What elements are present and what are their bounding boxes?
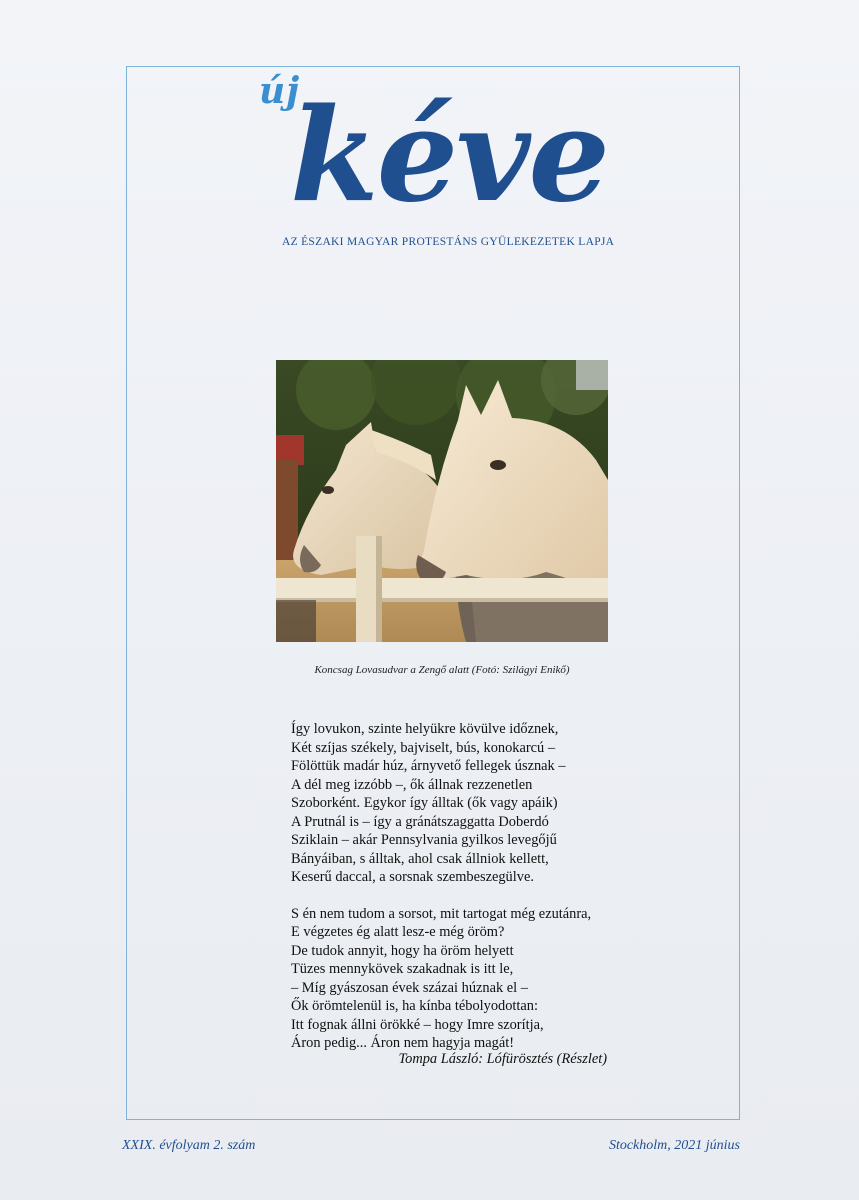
poem-line: Két szíjas székely, bajviselt, bús, konokarcú – [291, 739, 556, 756]
poem-line: Bányáiban, s álltak, ahol csak állniok kellett, [291, 850, 549, 867]
poem-line: Fölöttük madár húz, árnyvető fellegek úsznak – [291, 758, 566, 774]
masthead-title: kéve [290, 81, 608, 231]
poem-line: Áron pedig... Áron nem hagyja magát! [291, 1035, 514, 1051]
poem-line: A dél meg izzóbb –, ők állnak rezzenetlen [291, 776, 533, 793]
place-and-date: Stockholm, 2021 június [608, 1138, 740, 1153]
poem-line: Tüzes mennykövek szakadnak is itt le, [291, 961, 514, 977]
poem-line: A Prutnál is – így a gránátszaggatta Doberdó [291, 813, 549, 830]
poem [291, 720, 621, 1053]
photo-caption: Koncsag Lovasudvar a Zengő alatt (Fotó: Szilágyi Enikő) [314, 664, 570, 676]
poem-line: Sziklain – akár Pennsylvania gyilkos levegőjű [291, 832, 557, 848]
poem-attribution: Tompa László: Lófürösztés (Részlet) [398, 1051, 607, 1067]
stanza-break [291, 887, 621, 905]
poem-line: De tudok annyit, hogy ha öröm helyett [291, 942, 514, 959]
cover-photo-horses [276, 360, 608, 642]
masthead-prefix: új [259, 70, 301, 112]
poem-line: Így lovukon, szinte helyükre kövülve időznek, [291, 721, 559, 737]
poem-line: Itt fognak állni örökké – hogy Imre szorítja, [291, 1016, 544, 1033]
poem-line: S én nem tudom a sorsot, mit tartogat még ezutánra, [291, 905, 592, 922]
poem-line: Szoborként. Egykor így álltak (ők vagy apáik) [291, 795, 558, 811]
poem-line: E végzetes ég alatt lesz-e még öröm? [291, 924, 505, 940]
poem-line: Ők örömtelenül is, ha kínba tébolyodottan: [291, 998, 538, 1014]
masthead-subtitle: AZ ÉSZAKI MAGYAR PROTESTÁNS GYÜLEKEZETEK LAPJA [282, 236, 615, 248]
poem-line: – Míg gyászosan évek százai húznak el – [291, 979, 528, 996]
issue-number: XXIX. évfolyam 2. szám [122, 1138, 256, 1153]
poem-line: Keserű daccal, a sorsnak szembeszegülve. [291, 869, 534, 885]
